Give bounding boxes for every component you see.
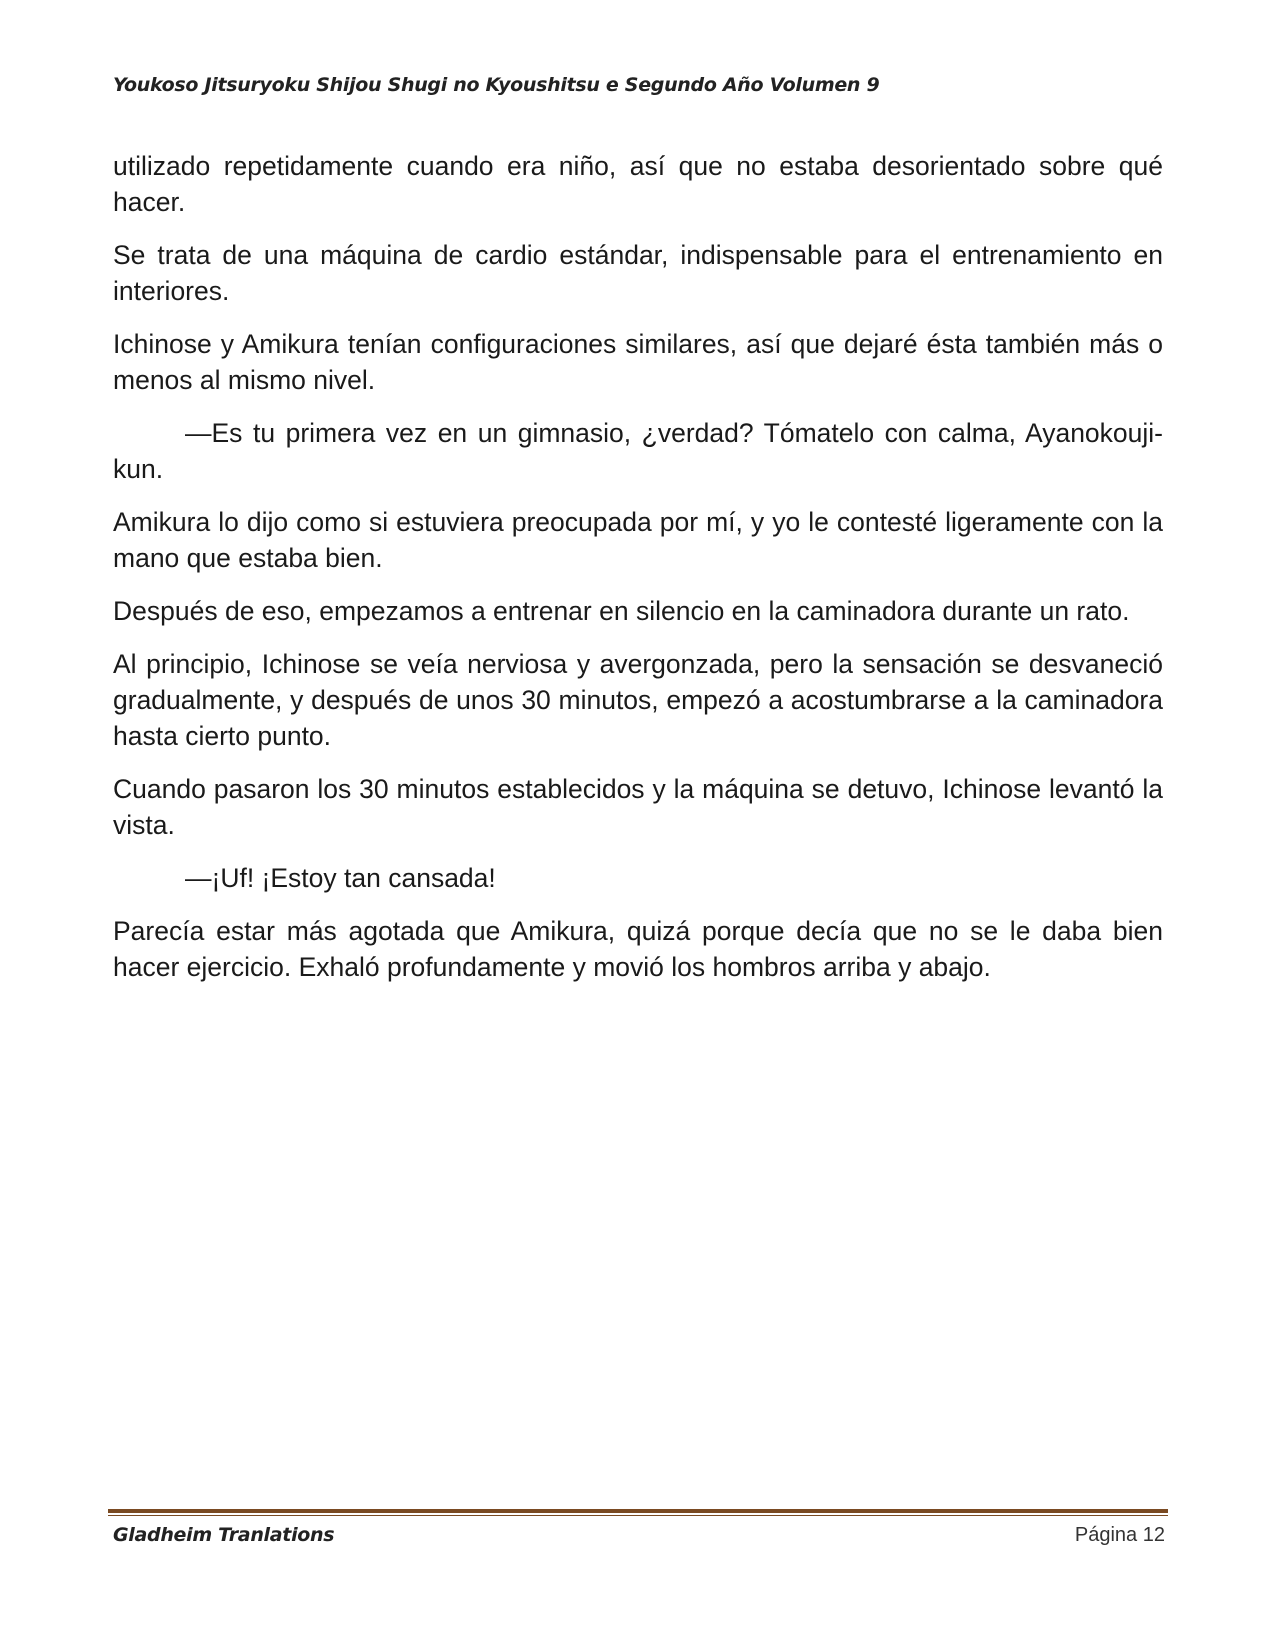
- page-label: Página: [1074, 1524, 1138, 1546]
- footer-rule-thin: [108, 1515, 1168, 1516]
- paragraph: Parecía estar más agotada que Amikura, quizá porque decía que no se le daba bien hacer ejercicio. Exhaló profundamente y movió los hombros arriba y abajo.: [113, 916, 1163, 982]
- paragraph: utilizado repetidamente cuando era niño, así que no estaba desorientado sobre qué hacer.: [113, 151, 1163, 217]
- page-body: [113, 148, 1163, 1002]
- page-number-value: 12: [1142, 1524, 1165, 1546]
- paragraph: Ichinose y Amikura tenían configuraciones similares, así que dejaré ésta también más o menos al mismo nivel.: [113, 329, 1163, 395]
- paragraph: Se trata de una máquina de cardio estándar, indispensable para el entrenamiento en interiores.: [113, 240, 1163, 306]
- dialogue-line: —Es tu primera vez en un gimnasio, ¿verdad? Tómatelo con calma, Ayanokouji-kun.: [113, 418, 1163, 484]
- dialogue-line: —¡Uf! ¡Estoy tan cansada!: [185, 863, 496, 893]
- paragraph: Después de eso, empezamos a entrenar en silencio en la caminadora durante un rato.: [113, 596, 1130, 626]
- footer-rule: [108, 1509, 1168, 1513]
- running-header: Youkoso Jitsuryoku Shijou Shugi no Kyoushitsu e Segundo Año Volumen 9: [113, 74, 880, 96]
- paragraph: Cuando pasaron los 30 minutos establecidos y la máquina se detuvo, Ichinose levantó la vista.: [113, 774, 1163, 840]
- paragraph: Amikura lo dijo como si estuviera preocupada por mí, y yo le contesté ligeramente con la mano que estaba bien.: [113, 507, 1163, 573]
- footer-credit: Gladheim Tranlations: [113, 1524, 335, 1546]
- page-number: [1075, 1524, 1165, 1547]
- paragraph: Al principio, Ichinose se veía nerviosa y avergonzada, pero la sensación se desvaneció gradualmente, y después de unos 30 minutos, empezó a acostumbrarse a la caminadora hasta cierto punto.: [113, 649, 1163, 751]
